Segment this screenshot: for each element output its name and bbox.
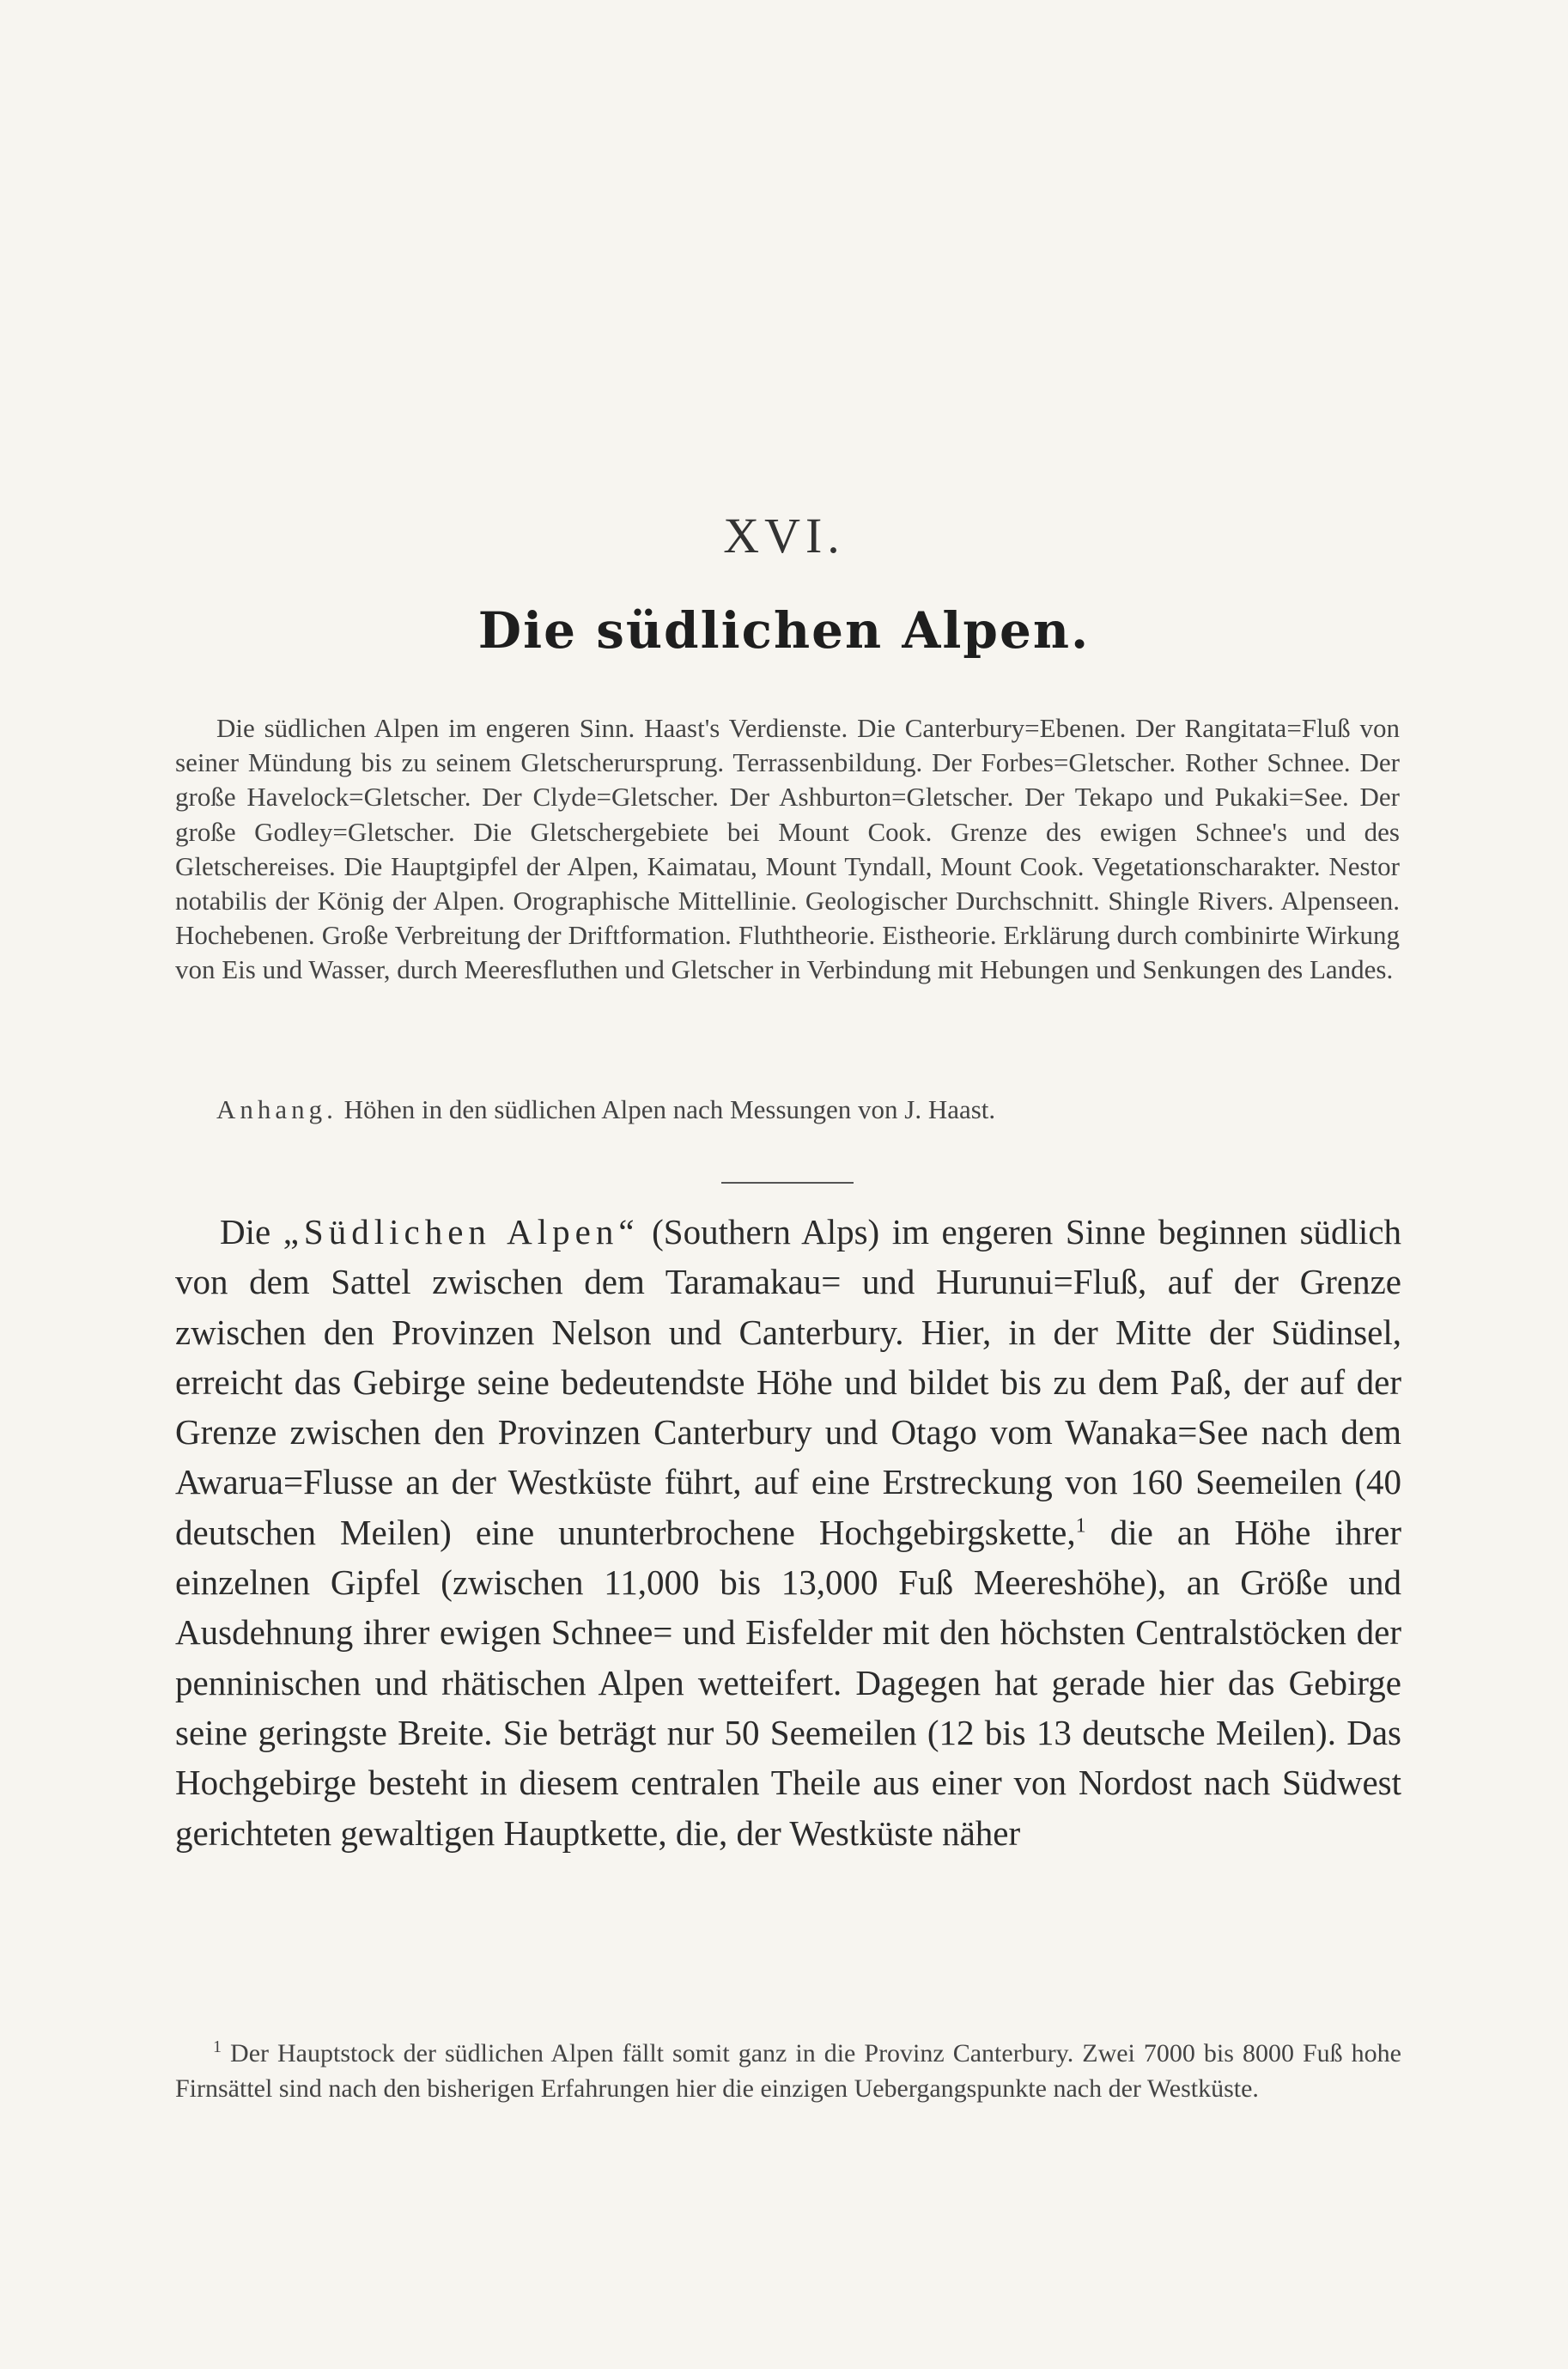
- chapter-number: XVI.: [723, 508, 845, 563]
- body-lead: Die: [220, 1212, 283, 1251]
- body-text-part-2: die an Höhe ihrer einzelnen Gipfel (zwischen 11,000 bis 13,000 Fuß Meereshöhe), an Größe und Ausdehnung ihrer ewigen Schnee= und Eisfelder mit den höchsten Centralstöcken der penninischen und rhätischen Alpen wetteifert. Dagegen hat gerade hier das Gebirge seine geringste Breite. Sie beträgt nur 50 Seemeilen (12 bis 13 deutsche Meilen). Das Hochgebirge besteht in diesem centralen Theile aus einer von Nordost nach Südwest gerichteten gewaltigen Hauptkette, die, der Westküste näher: [175, 1512, 1401, 1853]
- footnote-text: Der Hauptstock der südlichen Alpen fällt somit ganz in die Provinz Canterbury. Zwei 7000 bis 8000 Fuß hohe Firnsättel sind nach den bisherigen Erfahrungen hier die einzigen Uebergangspunkte nach der Westküste.: [175, 2039, 1401, 2103]
- footnote: [175, 2036, 1401, 2106]
- body-text-part-1: (Southern Alps) im engeren Sinne beginnen südlich von dem Sattel zwischen dem Taramakau= und Hurunui=Fluß, auf der Grenze zwischen den Provinzen Nelson und Canterbury. Hier, in der Mitte der Südinsel, erreicht das Gebirge seine bedeutendste Höhe und bildet bis zu dem Paß, der auf der Grenze zwischen den Provinzen Canterbury und Otago vom Wanaka=See nach dem Awarua=Flusse an der Westküste führt, auf eine Erstreckung von 160 Seemeilen (40 deutschen Meilen) eine ununterbrochene Hochgebirgskette,: [175, 1212, 1402, 1552]
- footnote-reference: 1: [1075, 1514, 1086, 1538]
- footnote-marker: 1: [213, 2037, 222, 2056]
- appendix-note: [175, 1093, 1400, 1127]
- appendix-label: Anhang.: [216, 1094, 337, 1124]
- appendix-text: Höhen in den südlichen Alpen nach Messungen von J. Haast.: [343, 1094, 996, 1124]
- section-divider: [721, 1182, 854, 1184]
- chapter-title: Die südlichen Alpen.: [477, 601, 1091, 660]
- body-paragraph: [175, 1207, 1401, 1858]
- body-lead-term: „Südlichen Alpen“: [283, 1212, 640, 1251]
- chapter-summary: Die südlichen Alpen im engeren Sinn. Haast's Verdienste. Die Canterbury=Ebenen. Der Rangitata=Fluß von seiner Mündung bis zu seinem Gletscherursprung. Terrassenbildung. Der Forbes=Gletscher. Rother Schnee. Der große Havelock=Gletscher. Der Clyde=Gletscher. Der Ashburton=Gletscher. Der Tekapo und Pukaki=See. Der große Godley=Gletscher. Die Gletschergebiete bei Mount Cook. Grenze des ewigen Schnee's und des Gletschereises. Die Hauptgipfel der Alpen, Kaimatau, Mount Tyndall, Mount Cook. Vegetationscharakter. Nestor notabilis der König der Alpen. Orographische Mittellinie. Geologischer Durchschnitt. Shingle Rivers. Alpenseen. Hochebenen. Große Verbreitung der Driftformation. Fluththeorie. Eistheorie. Erklärung durch combinirte Wirkung von Eis und Wasser, durch Meeresfluthen und Gletscher in Verbindung mit Hebungen und Senkungen des Landes.: [175, 713, 1400, 985]
